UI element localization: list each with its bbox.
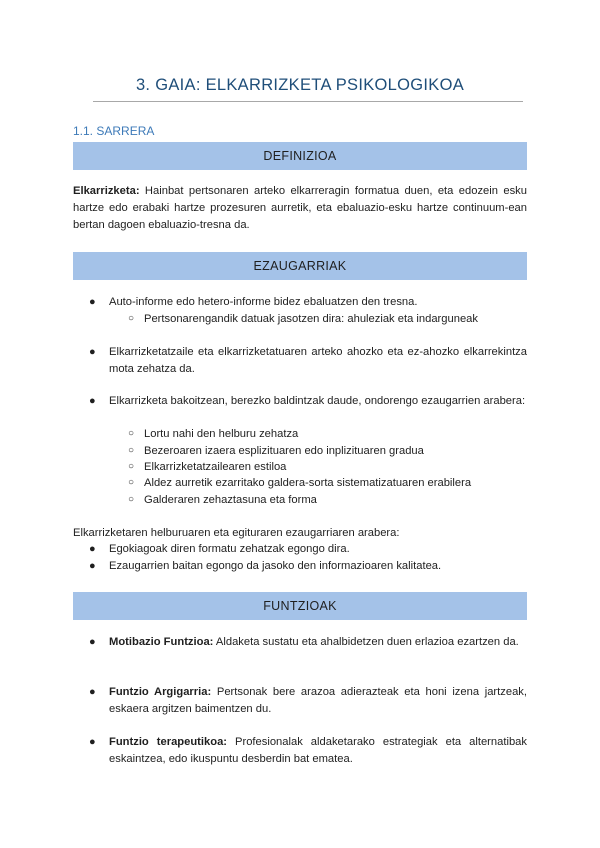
sub-list-item — [128, 492, 527, 509]
sub-list-item-text: Lortu nahi den helburu zehatza — [144, 428, 299, 440]
list-item-text: Elkarrizketa bakoitzean, berezko baldintzak daude, ondorengo ezaugarrien arabera: — [109, 395, 526, 407]
section-heading: 1.1. SARRERA — [73, 124, 155, 138]
list-item — [89, 294, 527, 311]
title-divider — [93, 101, 523, 102]
page-title: 3. GAIA: ELKARRIZKETA PSIKOLOGIKOA — [135, 76, 465, 94]
list-item — [89, 541, 527, 558]
list-item — [89, 393, 527, 410]
funtzioa-text: Profesionalak aldaketarako estrategiak eta alternatibak eskaintzea, edo ikuspuntu desberdin bat ematea. — [109, 736, 527, 765]
list-item-text: Auto-informe edo hetero-informe bidez ebaluatzen den tresna. — [109, 296, 418, 308]
sub-list-item — [128, 443, 527, 460]
list-item — [89, 634, 527, 651]
bullet-icon: ● — [89, 346, 96, 358]
sub-list-item-text: Bezeroaren izaera esplizituaren edo inplizituaren gradua — [144, 445, 424, 457]
list-item — [89, 558, 527, 575]
circle-bullet-icon: ○ — [128, 477, 135, 488]
funtzioa-text: Aldaketa sustatu eta ahalbidetzen duen erlazioa ezartzen da. — [213, 636, 519, 648]
circle-bullet-icon: ○ — [128, 428, 135, 439]
bullet-icon: ● — [89, 736, 96, 748]
ezaugarriak-intro: Elkarrizketaren helburuaren eta egituraren ezaugarriaren arabera: — [73, 527, 400, 539]
list-item-text: Elkarrizketatzaile eta elkarrizketatuaren arteko ahozko eta ez-ahozko elkarrekintza mota zehatza da. — [109, 346, 527, 375]
sub-list-item-text: Pertsonarengandik datuak jasotzen dira: ahuleziak eta indarguneak — [144, 313, 478, 325]
sub-list-item — [128, 459, 527, 476]
list-item-text: Ezaugarrien baitan egongo da jasoko den informazioaren kalitatea. — [109, 560, 442, 572]
funtzioa-text: Pertsonak bere arazoa adierazteak eta honi izena jartzeak, eskaera argitzen baimentzen du. — [109, 686, 527, 715]
bullet-icon: ● — [89, 686, 96, 698]
sub-list-item — [128, 311, 527, 328]
sub-list-item-text: Aldez aurretik ezarritako galdera-sorta sistematizatuaren erabilera — [144, 477, 472, 489]
bullet-icon: ● — [89, 296, 96, 308]
funtzioa-term: Funtzio terapeutikoa: — [109, 736, 228, 748]
bullet-icon: ● — [89, 543, 96, 555]
list-item — [89, 734, 527, 767]
definizioa-term: Elkarrizketa: — [73, 185, 140, 197]
ezaugarriak-heading: EZAUGARRIAK — [73, 252, 527, 280]
sub-list-item — [128, 426, 527, 443]
sub-list-item-text: Galderaren zehaztasuna eta forma — [144, 494, 317, 506]
definizioa-heading: DEFINIZIOA — [73, 142, 527, 170]
definizioa-text: Hainbat pertsonaren arteko elkarreragin formatua duen, eta edozein esku hartze edo erabaki hartze prozesuren aurretik, eta ebaluazio-esku hartze continuum-ean bertan dagoen ebaluazio-tresna da. — [73, 185, 527, 231]
list-item — [89, 344, 527, 377]
list-item-text: Egokiagoak diren formatu zehatzak egongo dira. — [109, 543, 350, 555]
circle-bullet-icon: ○ — [128, 445, 135, 456]
funtzioak-heading: FUNTZIOAK — [73, 592, 527, 620]
list-item — [89, 684, 527, 717]
definizioa-paragraph — [73, 183, 527, 234]
bullet-icon: ● — [89, 395, 96, 407]
sub-list-item-text: Elkarrizketatzailearen estiloa — [144, 461, 287, 473]
circle-bullet-icon: ○ — [128, 313, 135, 324]
funtzioa-term: Motibazio Funtzioa: — [109, 636, 214, 648]
circle-bullet-icon: ○ — [128, 461, 135, 472]
funtzioa-term: Funtzio Argigarria: — [109, 686, 212, 698]
circle-bullet-icon: ○ — [128, 494, 135, 505]
bullet-icon: ● — [89, 560, 96, 572]
sub-list-item — [128, 475, 527, 492]
bullet-icon: ● — [89, 636, 96, 648]
